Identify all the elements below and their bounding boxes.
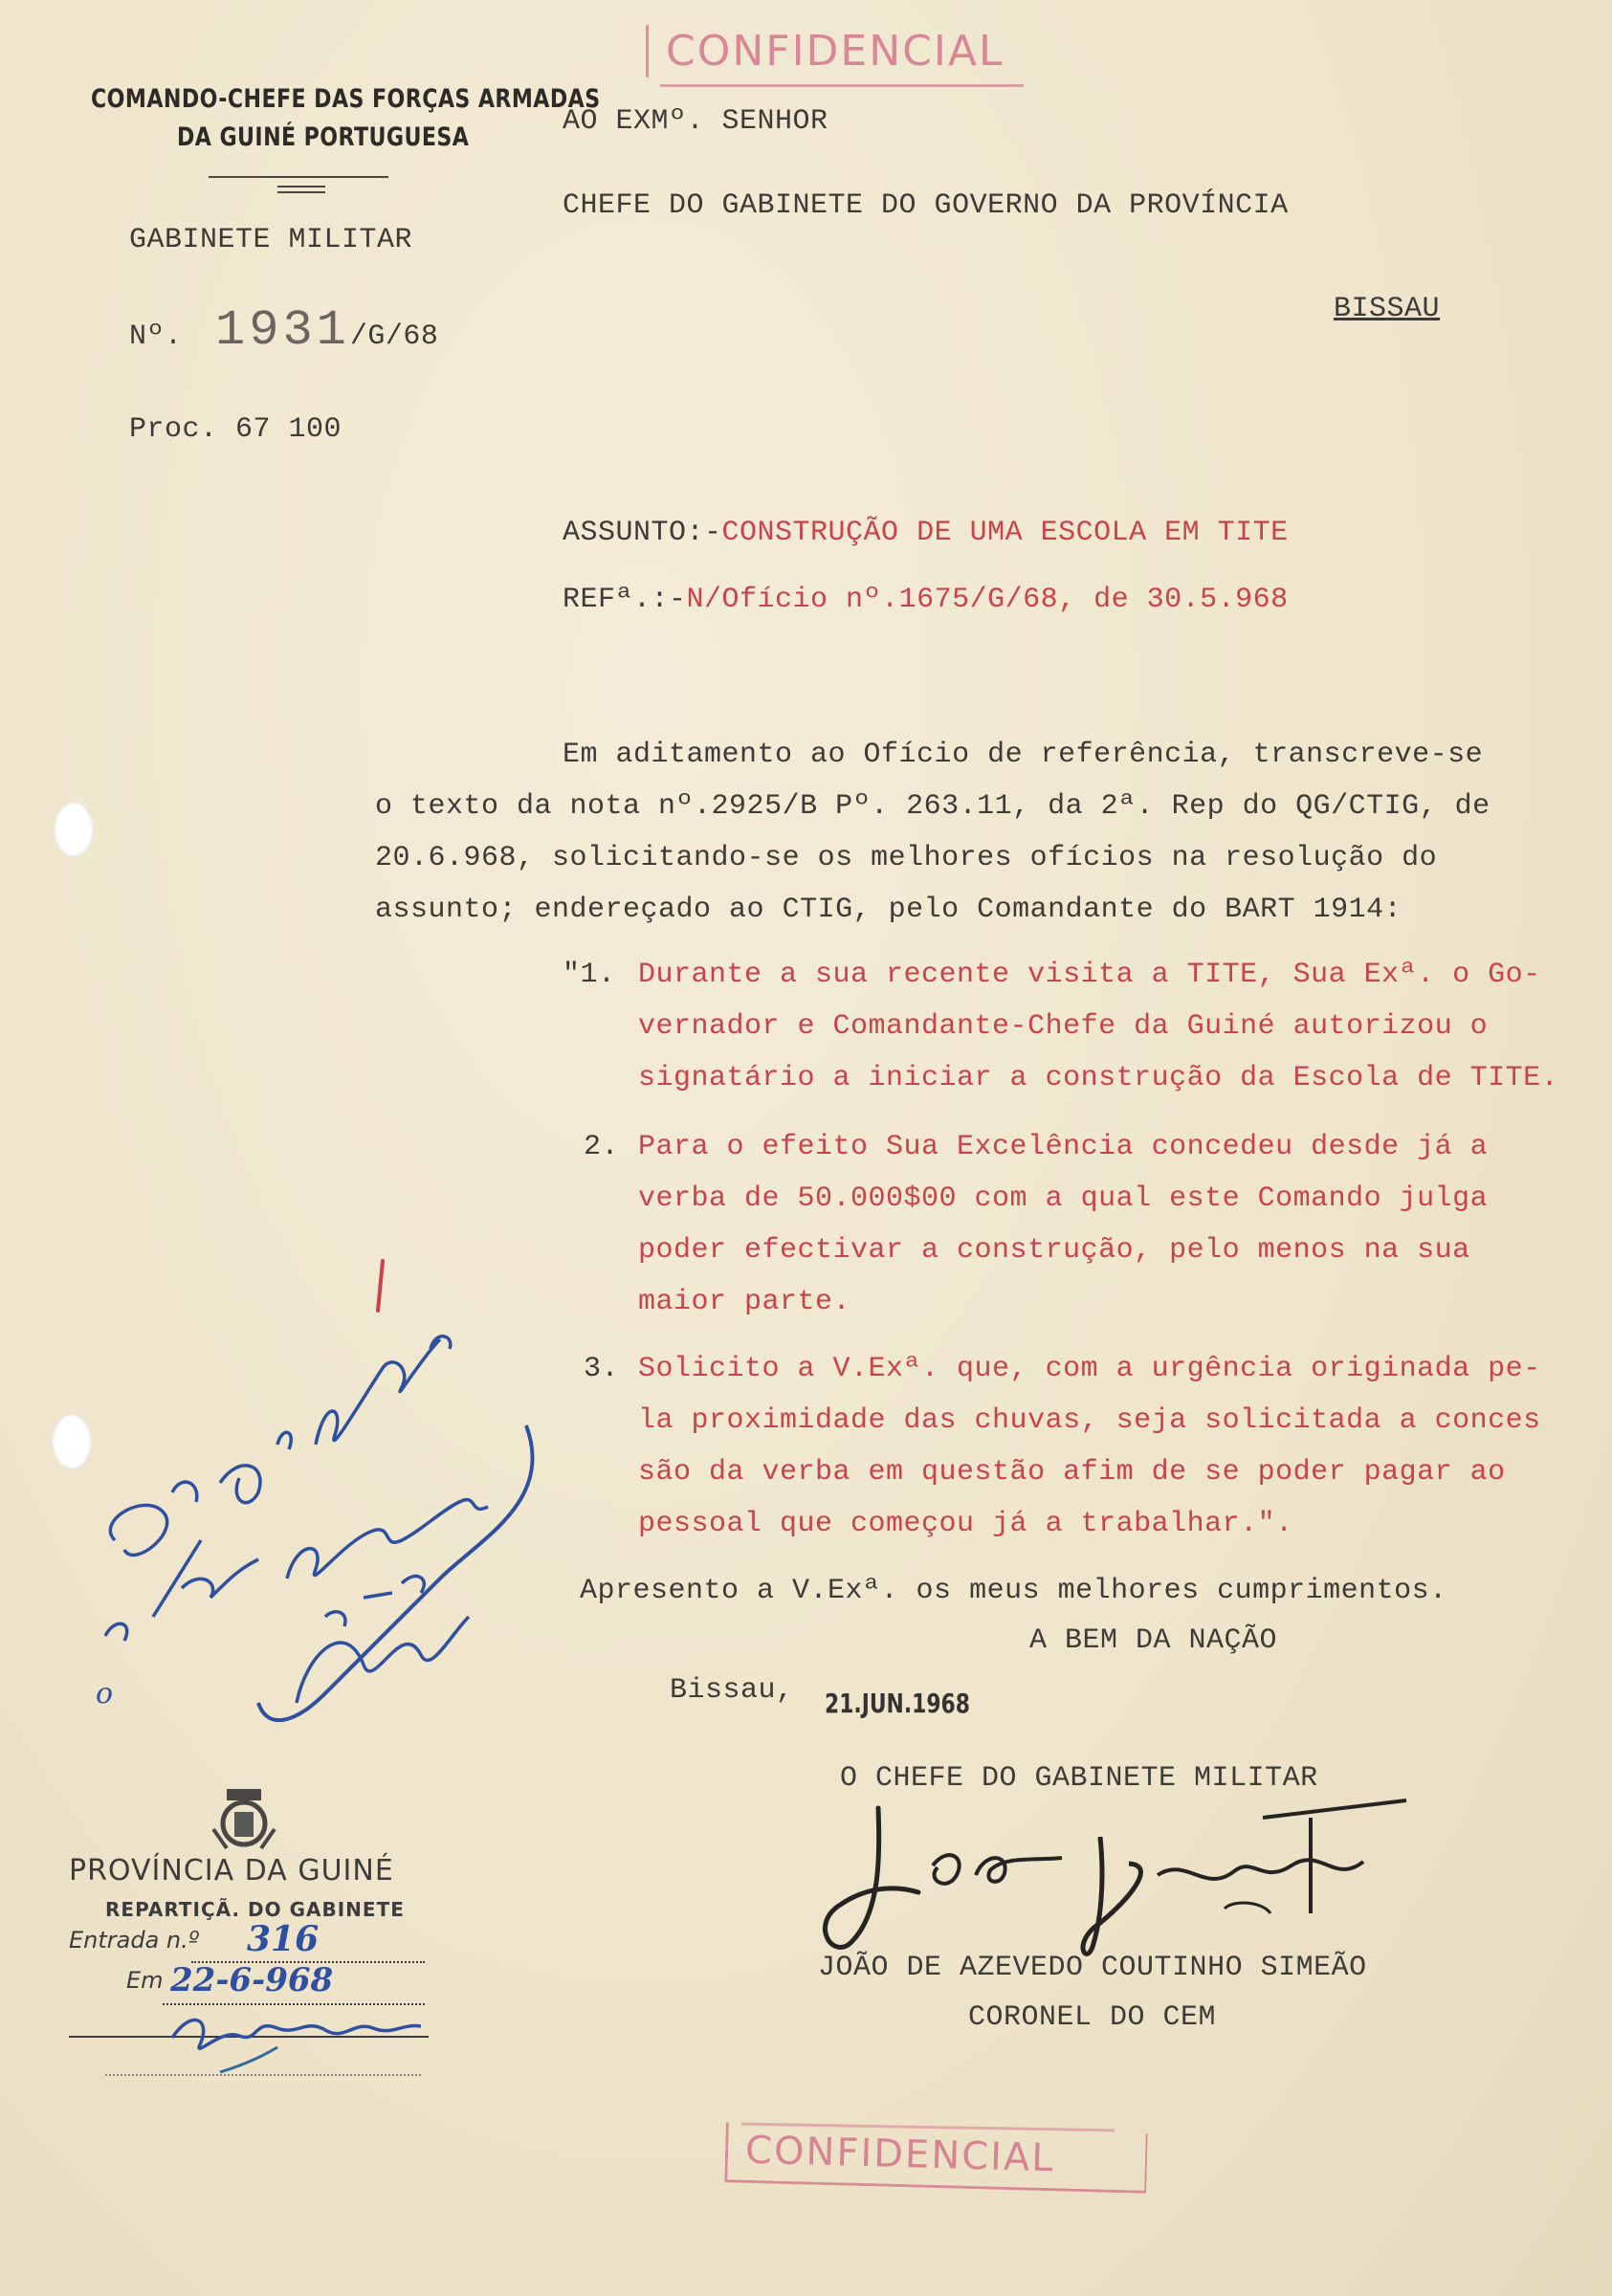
item-2-line-2: verba de 50.000$00 com a qual este Comando julga: [638, 1182, 1489, 1215]
subject-text: CONSTRUÇÃO DE UMA ESCOLA EM TITE: [721, 517, 1289, 549]
item-2-line-1: Para o efeito Sua Excelência concedeu desde já a: [638, 1131, 1489, 1163]
body-intro-line-2: o texto da nota nº.2925/B Pº. 263.11, da 2ª. Rep do QG/CTIG, de: [375, 790, 1491, 823]
motto: A BEM DA NAÇÃO: [1029, 1624, 1278, 1657]
item-3-number: 3.: [584, 1353, 620, 1385]
confidential-stamp-bottom: [724, 2122, 1147, 2194]
item-1-line-3: signatário a iniciar a construção da Escola de TITE.: [638, 1062, 1559, 1094]
addressee-line-1: AO EXMº. SENHOR: [563, 105, 828, 138]
coat-of-arms-icon: [206, 1781, 282, 1858]
date-stamp: 21.JUN.1968: [825, 1688, 970, 1719]
addressee-line-2: CHEFE DO GABINETE DO GOVERNO DA PROVÍNCIA: [563, 189, 1289, 222]
registry-stamp-subtitle: REPARTIÇÃ. DO GABINETE: [105, 1898, 405, 1921]
number-value: 1931: [215, 302, 350, 359]
body-intro-line-1: Em aditamento ao Ofício de referência, transcreve-se: [563, 739, 1484, 771]
registry-date-label: Em: [126, 1967, 164, 1994]
reference-label: REFª.:-: [563, 584, 687, 616]
item-1-line-2: vernador e Comandante-Chefe da Guiné autorizou o: [638, 1010, 1489, 1043]
registry-stamp-title: PROVÍNCIA DA GUINÉ: [69, 1854, 394, 1888]
letterhead-rule: [209, 176, 388, 178]
letterhead-rule-short-2: [277, 191, 325, 193]
signatory-rank: CORONEL DO CEM: [968, 2001, 1217, 2034]
letterhead-line-1: COMANDO-CHEFE DAS FORÇAS ARMADAS: [91, 84, 601, 114]
item-2-line-4: maior parte.: [638, 1286, 851, 1318]
item-3-line-1: Solicito a V.Exª. que, com a urgência originada pe-: [638, 1353, 1541, 1385]
letterhead-line-2: DA GUINÉ PORTUGUESA: [177, 122, 470, 152]
signatory-signature: [813, 1779, 1425, 1980]
subject-line: [563, 517, 1289, 549]
item-1-line-1: Durante a sua recente visita a TITE, Sua Exª. o Go-: [638, 959, 1541, 991]
confidential-stamp-top-text: CONFIDENCIAL: [666, 27, 1005, 76]
note-small-o: o: [96, 1677, 114, 1711]
addressee-city: BISSAU: [1334, 293, 1441, 325]
body-intro-line-3: 20.6.968, solicitando-se os melhores ofícios na resolução do: [375, 842, 1438, 874]
closing-line: Apresento a V.Exª. os meus melhores cumprimentos.: [580, 1575, 1447, 1607]
number-suffix: /G/68: [349, 320, 439, 353]
signatory-name: JOÃO DE AZEVEDO COUTINHO SIMEÃO: [818, 1952, 1367, 1984]
signatory-title: O CHEFE DO GABINETE MILITAR: [840, 1762, 1318, 1795]
registry-entry-label: Entrada n.º: [69, 1927, 200, 1954]
reference-number: [129, 302, 438, 359]
office-name: GABINETE MILITAR: [129, 224, 413, 256]
body-intro-line-4: assunto; endereçado ao CTIG, pelo Comandante do BART 1914:: [375, 894, 1402, 926]
stamp-underline: [660, 84, 1024, 87]
punch-hole-top: [54, 802, 94, 857]
process-number: Proc. 67 100: [129, 413, 342, 446]
item-2-line-3: poder efectivar a construção, pelo menos na sua: [638, 1234, 1470, 1267]
date-city: Bissau,: [670, 1674, 794, 1707]
registry-date-value: 22-6-968: [170, 1961, 334, 1999]
registry-entry-value: 316: [247, 1919, 320, 1959]
item-3-line-4: pessoal que começou já a trabalhar.".: [638, 1508, 1293, 1540]
confidential-stamp-top: [646, 25, 1021, 77]
letterhead-rule-short: [277, 186, 325, 188]
item-2-number: 2.: [584, 1131, 620, 1163]
reference-line: [563, 584, 1289, 616]
item-3-line-3: são da verba em questão afim de se poder pagar ao: [638, 1456, 1506, 1489]
reference-text: N/Ofício nº.1675/G/68, de 30.5.968: [686, 584, 1289, 616]
registry-bottom-dotted-rule: [105, 2074, 421, 2076]
item-3-line-2: la proximidade das chuvas, seja solicitada a conces: [638, 1404, 1541, 1437]
subject-label: ASSUNTO:-: [563, 517, 722, 549]
number-label: Nº.: [129, 320, 183, 353]
registry-clerk-signature: [163, 1999, 450, 2076]
handwritten-note: [77, 1253, 612, 1751]
confidential-stamp-bottom-text: CONFIDENCIAL: [744, 2128, 1056, 2181]
item-1-number: "1.: [563, 959, 616, 991]
